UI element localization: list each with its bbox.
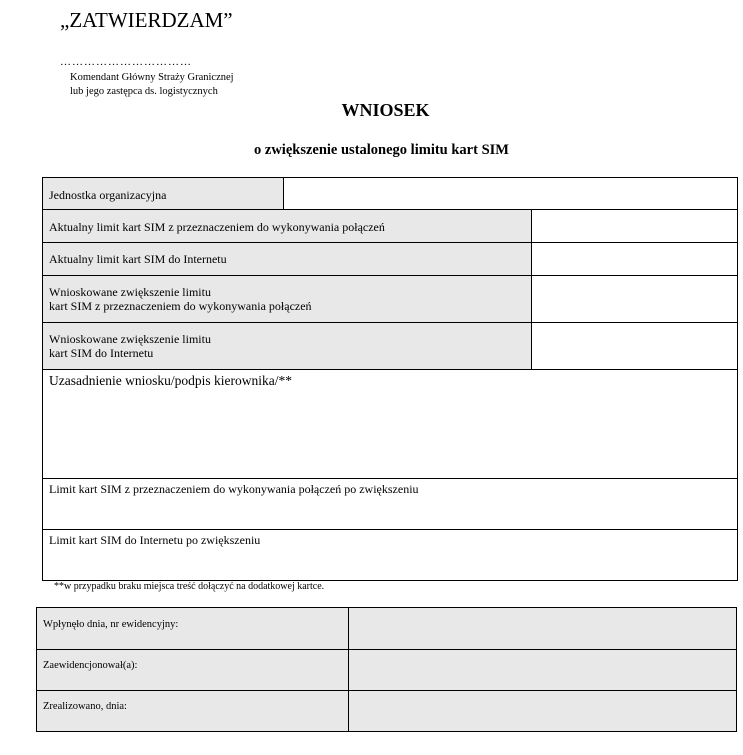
document-subtitle: o zwiększenie ustalonego limitu kart SIM: [254, 142, 509, 158]
requested-internet-label-line1: Wnioskowane zwiększenie limitu: [49, 332, 211, 346]
requested-internet-label-line2: kart SIM do Internetu: [49, 346, 154, 360]
requested-internet-label-cell: [42, 322, 532, 370]
limit-voice-after-cell[interactable]: [42, 478, 738, 530]
registered-input-cell[interactable]: [348, 649, 737, 691]
requested-internet-input-cell[interactable]: [531, 322, 738, 370]
completed-label-cell: [36, 690, 349, 732]
signature-line: ……………………………: [60, 56, 192, 68]
signer-title-line1: Komendant Główny Straży Granicznej: [70, 72, 234, 83]
received-label-cell: [36, 607, 349, 650]
registered-label-cell: [36, 649, 349, 691]
document-title: WNIOSEK: [341, 100, 430, 120]
approval-title: „ZATWIERDZAM”: [60, 8, 233, 32]
current-internet-label: Aktualny limit kart SIM do Internetu: [49, 252, 227, 266]
completed-input-cell[interactable]: [348, 690, 737, 732]
received-input-cell[interactable]: [348, 607, 737, 650]
requested-voice-label-line2: kart SIM z przeznaczeniem do wykonywania połączeń: [49, 299, 312, 313]
current-voice-input-cell[interactable]: [531, 209, 738, 243]
signer-title-line2: lub jego zastępca ds. logistycznych: [70, 86, 218, 97]
registered-label: Zaewidencjonował(a):: [43, 660, 138, 671]
unit-label-cell: [42, 177, 284, 210]
completed-label: Zrealizowano, dnia:: [43, 701, 127, 712]
footnote: **w przypadku braku miejsca treść dołączyć na dodatkowej kartce.: [54, 581, 325, 592]
current-internet-label-cell: [42, 242, 532, 276]
unit-label: Jednostka organizacyjna: [49, 188, 167, 202]
current-voice-label: Aktualny limit kart SIM z przeznaczeniem do wykonywania połączeń: [49, 220, 385, 234]
limit-internet-after-label: Limit kart SIM do Internetu po zwiększeniu: [49, 533, 261, 547]
justification-label: Uzasadnienie wniosku/podpis kierownika/**: [49, 373, 292, 388]
requested-voice-label-cell: [42, 275, 532, 323]
current-internet-input-cell[interactable]: [531, 242, 738, 276]
current-voice-label-cell: [42, 209, 532, 243]
limit-voice-after-label: Limit kart SIM z przeznaczeniem do wykonywania połączeń po zwiększeniu: [49, 482, 419, 496]
justification-cell[interactable]: [42, 369, 738, 479]
requested-voice-label-line1: Wnioskowane zwiększenie limitu: [49, 285, 211, 299]
received-label: Wpłynęło dnia, nr ewidencyjny:: [43, 619, 179, 630]
limit-internet-after-cell[interactable]: [42, 529, 738, 581]
requested-voice-input-cell[interactable]: [531, 275, 738, 323]
unit-input-cell[interactable]: [283, 177, 738, 210]
